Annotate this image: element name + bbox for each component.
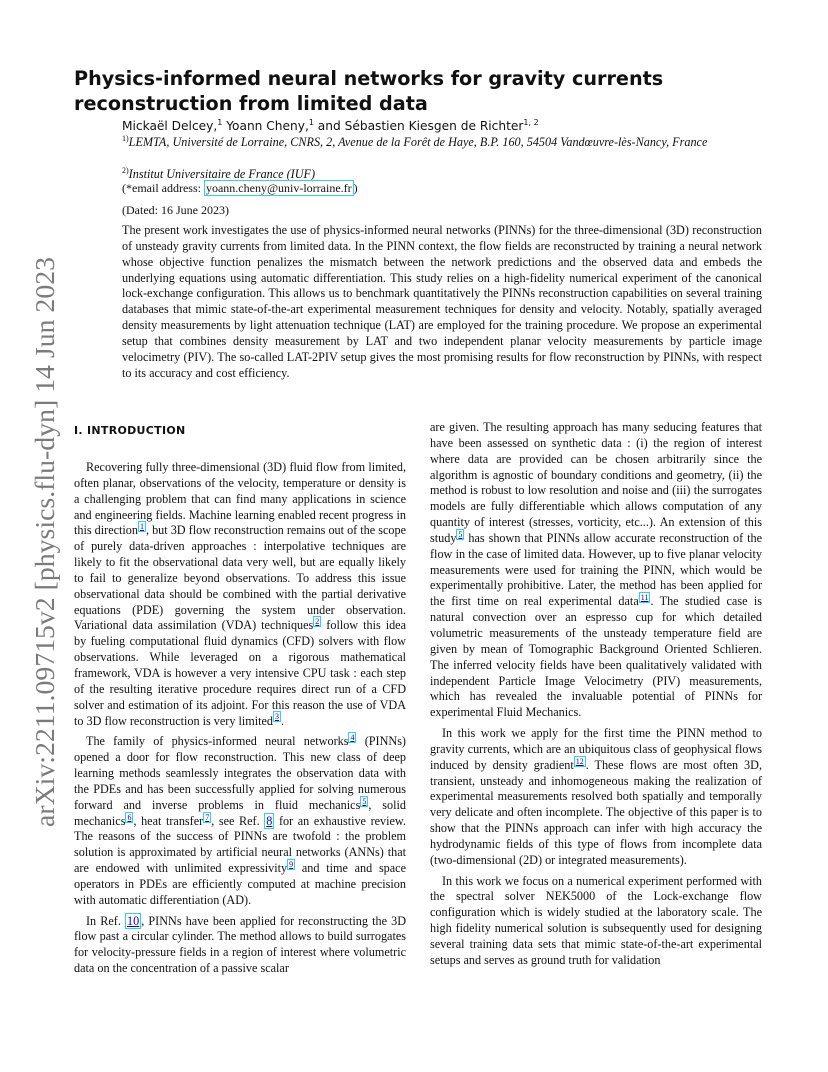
paragraph [430,726,762,869]
text-run: , but 3D flow reconstruction remains out of the scope of purely data-driven approaches : interpolative techniques are likely to fit the observational data very well, but are equally likely to fail to generalize beyond observations. To address this issue observational data should be combined with the partial derivative equations (PDE) governing the system under observation. Variational data assimilation (VDA) techniques [74,523,406,633]
text-run: The family of physics-informed neural networks [86,734,349,749]
text-run: and time and space operators in PDEs are efficiently computed at machine precision with automatic differentiation (AD). [74,861,407,907]
section-heading-introduction: I. INTRODUCTION [74,424,186,437]
email-link[interactable]: yoann.cheny@univ-lorraine.fr [205,181,352,195]
affiliation-1-text: LEMTA, Université de Lorraine, CNRS, 2, Avenue de la Forêt de Haye, B.P. 160, 54504 Vandœuvre-lès-Nancy, France [128,135,708,150]
email-line [122,180,358,196]
text-run: has shown that PINNs allow accurate reconstruction of the flow in the case of limited data. However, up to five planar velocity measurements were used for training the PINN, which would be experimentally prohibitive. Later, the method has been applied for the first time on real experimental data [430,530,762,609]
paragraph [74,460,406,729]
text-run: , solid mechanics [74,797,407,828]
text-run: . The studied case is natural convection over an espresso cup for which detailed volumetric measurements of the unsteady temperature field are given by mean of Tomographic Background Oriented Schlieren. The inferred velocity fields have been qualitatively validated with independent Particle Image Velocimetry (PIV) measurements, which has revealed the invaluable potential of PINNs for experimental Fluid Mechanics. [430,594,762,720]
email-suffix: ) [353,181,358,195]
text-run: for an exhaustive review. The reasons of the success of PINNs are twofold : the problem solution is approximated by artificial neural networks (ANNs) that are endowed with unlimited expressivity [74,813,406,876]
text-run: In this work we apply for the first time the PINN method to gravity currents, which are an ubiquitous class of geophysical flows induced by density gradient [430,726,762,772]
text-run: In Ref. [86,913,126,928]
text-run: are given. The resulting approach has many seducing features that have been assessed on synthetic data : (i) the region of interest where data are provided can be chosen arbitrarily since the algorithm is agnostic of boundary conditions and geometry, (ii) the method is robust to low resolution and noise and (iii) the surrogates models are fully differentiable which allows computation of any quantity of interest (stresses, vorticity, etc...). An extension of this study [430,420,762,545]
paper-title: Physics-informed neural networks for gravity currents reconstruction from limited data [74,67,664,115]
citation-link[interactable]: 5 [362,796,367,806]
paragraph [430,874,762,969]
text-run: , see Ref. [211,813,265,828]
right-column [430,420,762,974]
citation-link[interactable]: 7 [205,812,210,822]
text-run: , PINNs have been applied for reconstructing the 3D flow past a circular cylinder. The method allows to build surrogates for velocity-pressure fields in a region of interest where volumetric data on the concentration of a passive scalar [74,913,407,976]
citation-link[interactable]: 5 [458,529,463,539]
text-run: . These flows are most often 3D, transient, unsteady and inhomogeneous making the realization of experimental measurements resolved both spatially and temporally very delicate and often incomplete. The objective of this paper is to show that the PINNs approach can infer with high accuracy the hydrodynamic fields of this type of flows from incomplete data (two-dimensional (2D) or integrated measurements). [430,757,762,867]
citation-link[interactable]: 12 [575,756,584,766]
text-run: (PINNs) opened a door for flow reconstruction. This new class of deep learning methods seamlessly integrates the observation data with the PDEs and has been successfully applied for solving numerous forward and inverse problems in fluid mechanics [74,734,406,812]
text-run: . [281,713,285,728]
author-1: Mickaël Delcey, [122,119,218,134]
author-2: Yoann Cheny, [222,119,309,134]
arxiv-stamp-svg [10,255,70,830]
affiliation-2-text: Institut Universitaire de France (IUF) [128,167,316,182]
author-2-affil: 1 [308,118,314,127]
citation-link[interactable]: 6 [127,812,132,822]
dated-line: (Dated: 16 June 2023) [122,203,229,217]
citation-link[interactable]: 10 [127,913,140,928]
text-run: In this work we focus on a numerical experiment performed with the spectral solver NEK5000 of the Lock-exchange flow configuration which is widely studied at the laboratory scale. The high fidelity numerical solution is subsequently used for designing several training data sets that mimic state-of-the-art experimental setups and serves as ground truth for validation [430,873,762,967]
text-run: , heat transfer [133,813,204,828]
abstract: The present work investigates the use of physics-informed neural networks (PINNs) for the three-dimensional (3D) reconstruction of unsteady gravity currents from limited data. In the PINN context, the flow fields are reconstructed by training a neural network whose objective function penalizes the mismatch between the network predictions and the observed data and embeds the underlying equations using automatic differentiation. This study relies on a high-fidelity numerical experiment of the canonical lock-exchange configuration. This allows us to benchmark quantitatively the PINNs reconstruction capabilities on several training databases that mimic state-of-the-art experimental measurement techniques for density and velocity. Notably, spatially averaged density measurements by light attenuation technique (LAT) are employed for the training procedure. We propose an experimental setup that combines density measurement by LAT and two independent planar velocity measurements by particle image velocimetry (PIV). The so-called LAT-2PIV setup gives the most promising results for flow reconstruction by PINNs, with respect to its accuracy and cost efficiency. [122,223,762,380]
citation-link[interactable]: 11 [640,593,649,603]
left-column [74,460,406,982]
citation-link[interactable]: 2 [315,617,320,627]
affiliation-1-marker: 1) [122,134,129,143]
text-run: Recovering fully three-dimensional (3D) fluid flow from limited, often planar, observations of the velocity, temperature or density is a challenging problem that can find many applications in science and engineering fields. Machine learning enabled recent progress in this direction [74,460,406,538]
affiliation-2-marker: 2) [122,166,129,175]
arxiv-stamp-text: arXiv:2211.09715v2 [physics.flu-dyn] 14 Jun 2023 [29,262,60,827]
affiliation-1 [122,131,722,151]
paragraph [74,734,406,908]
citation-link[interactable]: 4 [350,733,355,743]
text-run: follow this idea by fueling computational fluid dynamics (CFD) solvers with flow observations. While leveraged on a rigorous mathematical framework, VDA is however a very intensive CPU task : each step of the resulting iterative procedure requires direct run of a CFD solver and estimation of its adjoint. For this reason the use of VDA to 3D flow reconstruction is very limited [74,618,407,728]
citation-link[interactable]: 1 [139,522,144,532]
author-3-affil: 1, 2 [523,118,539,127]
citation-link[interactable]: 8 [266,813,273,828]
paragraph [74,914,406,977]
author-3: and Sébastien Kiesgen de Richter [313,119,524,134]
arxiv-stamp [10,255,70,830]
email-prefix: (*email address: [122,181,204,195]
citation-link[interactable]: 3 [275,712,280,722]
citation-link[interactable]: 9 [289,860,294,870]
author-1-affil: 1 [217,118,223,127]
paragraph [430,420,762,721]
